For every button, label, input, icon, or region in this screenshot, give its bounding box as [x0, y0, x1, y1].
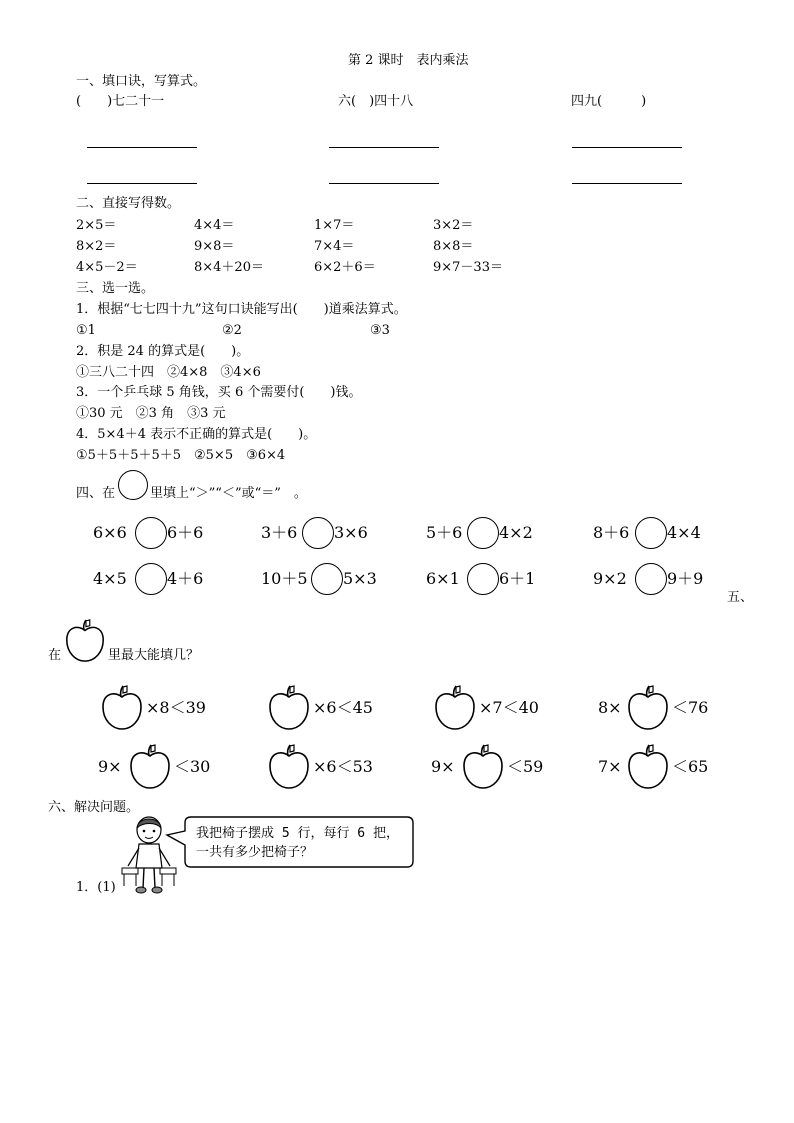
- section-5-heading-pre: 在: [48, 648, 62, 663]
- speech-text-line-2: 一共有多少把椅子？: [196, 845, 314, 860]
- mnemonic-item-2: 六( )四十八: [338, 94, 414, 109]
- section-4-heading-post: 里填上“＞”“＜”或“＝” 。: [150, 486, 307, 501]
- compare-right: 6＋1: [499, 569, 536, 588]
- q1-option-3: ③3: [370, 323, 390, 338]
- apple-icon[interactable]: [265, 684, 313, 732]
- section-1-heading: 一、填口诀，写算式。: [76, 74, 207, 89]
- compare-circle[interactable]: [135, 563, 167, 595]
- calc-item: 8×8＝: [433, 239, 474, 254]
- compare-circle[interactable]: [635, 563, 667, 595]
- compare-right: 9＋9: [667, 569, 704, 588]
- apple-expression: ＜59: [507, 757, 544, 776]
- section-5-heading-post: 里最大能填几？: [108, 648, 200, 663]
- question-3: 3．一个乒乓球 5 角钱，买 6 个需要付( )钱。: [76, 385, 362, 400]
- q1-option-2: ②2: [222, 323, 242, 338]
- apple-expression: ＜30: [174, 757, 211, 776]
- compare-left: 8＋6: [593, 523, 630, 542]
- q2-options: ①三八二十四 ②4×8 ③4×6: [76, 365, 261, 380]
- calc-item: 4×5－2＝: [76, 260, 138, 275]
- answer-line: [329, 183, 439, 184]
- compare-left: 3＋6: [261, 523, 298, 542]
- q4-options: ①5＋5＋5＋5＋5 ②5×5 ③6×4: [76, 448, 286, 463]
- compare-circle[interactable]: [467, 563, 499, 595]
- apple-expression: ×6＜45: [313, 698, 373, 717]
- calc-item: 2×5＝: [76, 218, 117, 233]
- section-2-heading: 二、直接写得数。: [76, 196, 181, 211]
- calc-item: 6×2＋6＝: [314, 260, 376, 275]
- apple-expression: ＜76: [672, 698, 709, 717]
- answer-label: 1．(1): [76, 880, 116, 895]
- compare-left: 6×1: [426, 569, 460, 588]
- compare-left: 10＋5: [261, 569, 308, 588]
- answer-line: [572, 183, 682, 184]
- apple-icon[interactable]: [624, 684, 672, 732]
- compare-left: 6×6: [93, 523, 127, 542]
- answer-line: [87, 147, 197, 148]
- compare-right: 3×6: [334, 523, 368, 542]
- compare-right: 5×3: [343, 569, 377, 588]
- apple-icon[interactable]: [126, 743, 174, 791]
- compare-left: 5＋6: [426, 523, 463, 542]
- section-5-number: 五、: [727, 590, 754, 605]
- apple-expression: ×7＜40: [479, 698, 539, 717]
- section-3-heading: 三、选一选。: [76, 281, 155, 296]
- apple-expression: ×6＜53: [313, 757, 373, 776]
- apple-expression-pre: 8×: [598, 698, 622, 717]
- page-title: 第 2 课时 表内乘法: [348, 53, 469, 68]
- apple-icon[interactable]: [459, 743, 507, 791]
- q3-options: ①30 元 ②3 角 ③3 元: [76, 406, 226, 421]
- apple-expression: ×8＜39: [146, 698, 206, 717]
- calc-item: 3×2＝: [433, 218, 474, 233]
- compare-circle[interactable]: [302, 517, 334, 549]
- question-4: 4．5×4＋4 表示不正确的算式是( )。: [76, 427, 317, 442]
- compare-circle[interactable]: [311, 563, 343, 595]
- question-1: 1．根据“七七四十九”这句口诀能写出( )道乘法算式。: [76, 302, 407, 317]
- apple-icon[interactable]: [624, 743, 672, 791]
- answer-line: [572, 147, 682, 148]
- apple-icon[interactable]: [431, 684, 479, 732]
- apple-icon[interactable]: [265, 743, 313, 791]
- section-4-heading-pre: 四、在: [76, 486, 116, 501]
- answer-line: [87, 183, 197, 184]
- compare-left: 4×5: [93, 569, 127, 588]
- compare-right: 4×4: [667, 523, 701, 542]
- speech-text-line-1: 我把椅子摆成 5 行，每行 6 把，: [196, 826, 399, 841]
- section-6-heading: 六、解决问题。: [48, 800, 140, 815]
- calc-item: 8×4＋20＝: [194, 260, 264, 275]
- calc-item: 8×2＝: [76, 239, 117, 254]
- apple-expression-pre: 9×: [431, 757, 455, 776]
- compare-right: 6＋6: [167, 523, 204, 542]
- compare-left: 9×2: [593, 569, 627, 588]
- calc-item: 1×7＝: [314, 218, 355, 233]
- compare-circle[interactable]: [135, 517, 167, 549]
- calc-item: 9×8＝: [194, 239, 235, 254]
- answer-line: [329, 147, 439, 148]
- apple-expression-pre: 7×: [598, 757, 622, 776]
- compare-right: 4＋6: [167, 569, 204, 588]
- compare-right: 4×2: [499, 523, 533, 542]
- apple-icon[interactable]: [98, 684, 146, 732]
- compare-circle-sample: [118, 470, 148, 500]
- apple-expression-pre: 9×: [98, 757, 122, 776]
- apple-icon: [62, 618, 108, 664]
- q1-option-1: ①1: [76, 323, 96, 338]
- calc-item: 4×4＝: [194, 218, 235, 233]
- question-2: 2．积是 24 的算式是( )。: [76, 344, 250, 359]
- compare-circle[interactable]: [467, 517, 499, 549]
- mnemonic-item-3: 四九( ): [571, 94, 647, 109]
- mnemonic-item-1: ( )七二十一: [76, 94, 165, 109]
- apple-expression: ＜65: [672, 757, 709, 776]
- calc-item: 7×4＝: [314, 239, 355, 254]
- compare-circle[interactable]: [635, 517, 667, 549]
- calc-item: 9×7－33＝: [433, 260, 503, 275]
